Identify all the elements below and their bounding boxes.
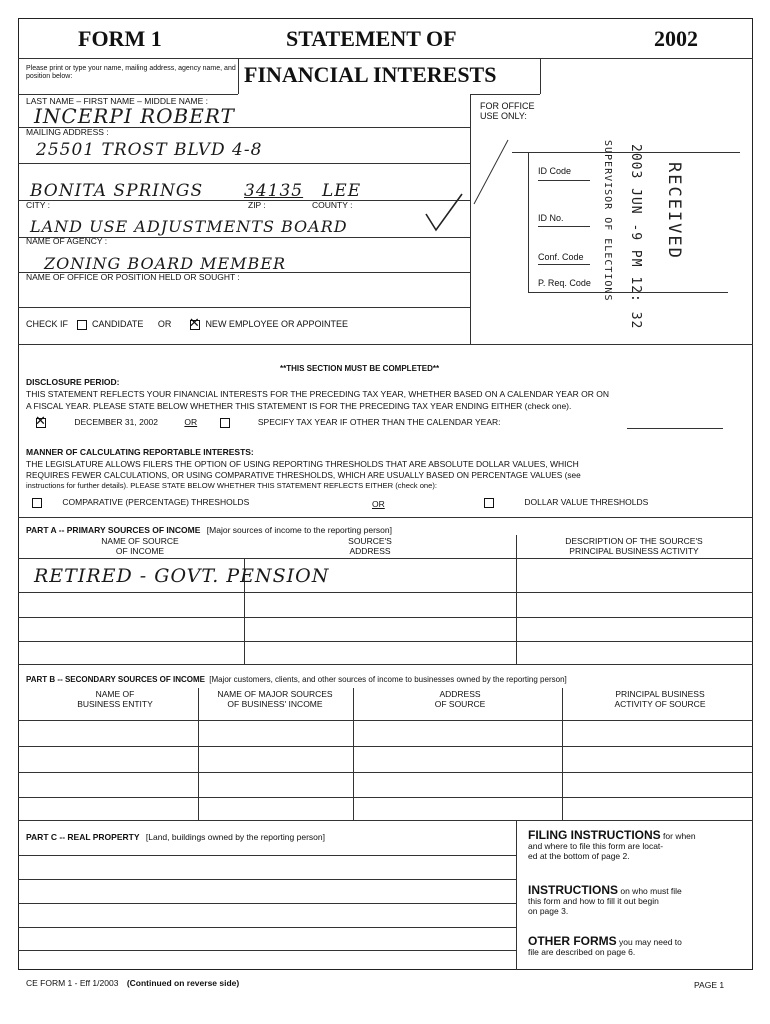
part-c-row-line-4 — [18, 927, 516, 928]
footer-continued: (Continued on reverse side) — [126, 978, 240, 988]
disclosure-period-text2: A FISCAL YEAR. PLEASE STATE BELOW WHETHER THIS STATEMENT IS FOR THE PRECEDING TAX YEAR ENDING EITHER (check one). — [26, 401, 572, 411]
check-if-label: CHECK IF — [26, 319, 69, 329]
position-bottom-line — [18, 307, 470, 308]
zip-value[interactable]: 34135 — [244, 181, 304, 201]
filing-instructions-block — [528, 830, 746, 861]
manner-text3: instructions for further details). PLEASE STATE BELOW WHETHER THIS STATEMENT REFLECTS EITHER (check one): — [26, 481, 438, 490]
part-c-header — [26, 832, 325, 842]
part-a-entry[interactable]: RETIRED - GOVT. PENSION — [34, 565, 330, 587]
part-b-row-line-4 — [18, 797, 753, 798]
part-a-subtitle: [Major sources of income to the reporting person] — [206, 525, 392, 535]
filing-instructions-text3: ed at the bottom of page 2. — [528, 851, 630, 861]
part-a-header — [26, 525, 392, 535]
footer-left — [26, 978, 239, 988]
part-a-col-divider-2 — [516, 535, 517, 664]
disclosure-top-line — [18, 344, 753, 345]
part-a-col2-header — [320, 536, 420, 556]
must-complete-note: **THIS SECTION MUST BE COMPLETED** — [280, 364, 440, 373]
id-code-line — [538, 180, 590, 181]
part-a-title: PART A -- PRIMARY SOURCES OF INCOME — [26, 525, 201, 535]
name-value[interactable]: INCERPI ROBERT — [34, 104, 235, 128]
mailing-value[interactable]: 25501 TROST BLVD 4-8 — [36, 140, 263, 160]
statement-title-line1: STATEMENT OF — [286, 26, 457, 51]
part-b-col-divider-2 — [353, 688, 354, 820]
threshold-or: OR — [372, 499, 385, 509]
print-note-bottom — [18, 94, 238, 95]
part-c-row-line-5 — [18, 950, 516, 951]
city-value[interactable]: BONITA SPRINGS — [30, 181, 204, 201]
tax-year-row — [36, 417, 501, 428]
dollar-row — [484, 497, 648, 508]
position-value[interactable]: ZONING BOARD MEMBER — [44, 254, 287, 273]
dec31-checkbox[interactable] — [36, 418, 46, 428]
part-a-col1-line2: OF INCOME — [115, 546, 165, 556]
part-b-col4-header — [580, 689, 740, 709]
position-label: NAME OF OFFICE OR POSITION HELD OR SOUGHT : — [26, 272, 240, 282]
stamp-supervisor: SUPERVISOR OF ELECTIONS — [602, 140, 613, 302]
part-b-col-divider-3 — [562, 688, 563, 820]
part-a-row-line-2 — [18, 592, 753, 593]
part-c-row-line-2 — [18, 879, 516, 880]
part-b-col2-header — [200, 689, 350, 709]
print-note: Please print or type your name, mailing address, agency name, and position below: — [26, 65, 236, 80]
part-a-row-line-1 — [18, 558, 753, 559]
part-c-top-line — [18, 820, 753, 821]
agency-label: NAME OF AGENCY : — [26, 236, 108, 246]
other-forms-text1: you may need to — [616, 937, 682, 947]
city-line — [18, 200, 470, 201]
dollar-label: DOLLAR VALUE THRESHOLDS — [524, 497, 649, 507]
part-b-col4-line2: ACTIVITY OF SOURCE — [614, 699, 706, 709]
mailing-label: MAILING ADDRESS : — [26, 127, 109, 137]
zip-label: ZIP : — [248, 200, 266, 210]
part-c-subtitle: [Land, buildings owned by the reporting person] — [145, 832, 325, 842]
candidate-label: CANDIDATE — [92, 319, 144, 329]
part-b-subtitle: [Major customers, clients, and other sources of income to businesses owned by the reporting person] — [209, 675, 567, 684]
other-forms-block — [528, 936, 746, 957]
part-a-col3-line1: DESCRIPTION OF THE SOURCE'S — [565, 536, 703, 546]
who-must-file-text1: on who must file — [618, 886, 682, 896]
part-a-row-line-3 — [18, 617, 753, 618]
other-forms-heading: OTHER FORMS — [528, 934, 617, 948]
part-b-row-line-3 — [18, 772, 753, 773]
filing-instructions-heading: FILING INSTRUCTIONS — [528, 828, 661, 842]
id-code-label: ID Code — [538, 166, 572, 176]
specify-tax-year-line — [627, 428, 723, 429]
id-no-label: ID No. — [538, 213, 564, 223]
threshold-row — [32, 497, 249, 508]
conf-code-label: Conf. Code — [538, 252, 584, 262]
part-b-row-line-1 — [18, 720, 753, 721]
part-c-row-line-3 — [18, 903, 516, 904]
part-b-col4-line1: PRINCIPAL BUSINESS — [615, 689, 705, 699]
comparative-label: COMPARATIVE (PERCENTAGE) THRESHOLDS — [62, 497, 250, 507]
form-year: 2002 — [654, 26, 698, 51]
part-b-col1-line2: BUSINESS ENTITY — [77, 699, 153, 709]
part-a-top-line — [18, 517, 753, 518]
part-a-row-line-4 — [18, 641, 753, 642]
part-a-col2-line1: SOURCE'S — [348, 536, 392, 546]
part-a-col1-line1: NAME OF SOURCE — [101, 536, 179, 546]
dec31-label: DECEMBER 31, 2002 — [74, 417, 158, 427]
filing-instructions-text1: for when — [660, 831, 696, 841]
office-use-title-line1: FOR OFFICE — [480, 101, 535, 111]
part-c-title: PART C -- REAL PROPERTY — [26, 832, 140, 842]
who-must-file-text3: on page 3. — [528, 906, 569, 916]
office-use-title-line2: USE ONLY: — [480, 111, 527, 121]
part-b-col3-line1: ADDRESS — [439, 689, 481, 699]
id-no-line — [538, 226, 590, 227]
county-label: COUNTY : — [312, 200, 353, 210]
part-b-top-line — [18, 664, 753, 665]
agency-value[interactable]: LAND USE ADJUSTMENTS BOARD — [30, 217, 348, 236]
part-b-title: PART B -- SECONDARY SOURCES OF INCOME — [26, 675, 205, 684]
who-must-file-block — [528, 885, 746, 916]
mailing-line — [18, 163, 470, 164]
other-tax-year-checkbox[interactable] — [220, 418, 230, 428]
manner-text2: REQUIRES FEWER CALCULATIONS, OR USING COMPARATIVE THRESHOLDS, WHICH ARE USUALLY BASED ON PERCENTAGE VALUES (see — [26, 470, 581, 480]
candidate-checkbox[interactable] — [77, 320, 87, 330]
filing-instructions-text2: and where to file this form are locat- — [528, 841, 664, 851]
footer-form-id: CE FORM 1 - Eff 1/2003 — [26, 978, 119, 988]
part-b-col1-line1: NAME OF — [95, 689, 135, 699]
part-b-col1-header — [40, 689, 190, 709]
p-req-code-label: P. Req. Code — [538, 278, 591, 288]
statement-title-line2: FINANCIAL INTERESTS — [244, 62, 497, 87]
county-value[interactable]: LEE — [322, 181, 362, 201]
form-number-title: FORM 1 — [78, 26, 162, 51]
part-a-col1-header — [70, 536, 210, 556]
part-b-col2-line2: OF BUSINESS' INCOME — [227, 699, 323, 709]
checkmark-icon — [422, 190, 466, 234]
part-b-header — [26, 675, 567, 684]
part-b-col3-line2: OF SOURCE — [434, 699, 486, 709]
manner-text1: THE LEGISLATURE ALLOWS FILERS THE OPTION OF USING REPORTING THRESHOLDS THAT ARE ABSOLUTE DOLLAR VALUES, WHICH — [26, 459, 579, 469]
name-label: LAST NAME – FIRST NAME – MIDDLE NAME : — [26, 96, 209, 106]
who-must-file-heading: INSTRUCTIONS — [528, 883, 618, 897]
manner-title: MANNER OF CALCULATING REPORTABLE INTERESTS: — [26, 447, 254, 457]
office-stamp-left-line — [528, 152, 529, 292]
city-label: CITY : — [26, 200, 50, 210]
comparative-checkbox[interactable] — [32, 498, 42, 508]
office-stamp-top-line — [512, 152, 740, 153]
footer-page-number: PAGE 1 — [694, 980, 725, 990]
new-employee-checkbox[interactable] — [190, 320, 200, 330]
office-use-title — [480, 101, 535, 121]
part-b-col2-line1: NAME OF MAJOR SOURCES — [217, 689, 333, 699]
specify-tax-year-label: SPECIFY TAX YEAR IF OTHER THAN THE CALENDAR YEAR: — [257, 417, 501, 427]
part-c-row-line-1 — [18, 855, 516, 856]
dollar-checkbox[interactable] — [484, 498, 494, 508]
title-box-left — [238, 58, 239, 94]
office-use-slash — [470, 138, 510, 208]
check-if-row — [26, 319, 348, 330]
stamp-received: RECEIVED — [664, 162, 684, 260]
stamp-date: 2003 JUN -9 PM 12: 32 — [628, 144, 643, 330]
disclosure-period-text1: THIS STATEMENT REFLECTS YOUR FINANCIAL INTERESTS FOR THE PRECEDING TAX YEAR, WHETHER BASED ON A CALENDAR YEAR OR ON — [26, 389, 609, 399]
part-c-instructions-divider — [516, 820, 517, 970]
part-a-col3-line2: PRINCIPAL BUSINESS ACTIVITY — [569, 546, 699, 556]
header-divider-right — [540, 58, 753, 59]
disclosure-period-title: DISCLOSURE PERIOD: — [26, 377, 120, 387]
other-forms-text2: file are described on page 6. — [528, 947, 636, 957]
new-employee-label: NEW EMPLOYEE OR APPOINTEE — [205, 319, 348, 329]
or-label: OR — [157, 319, 172, 329]
office-use-divider — [470, 94, 471, 344]
title-box-right — [540, 58, 541, 94]
who-must-file-text2: this form and how to fill it out begin — [528, 896, 659, 906]
conf-code-line — [538, 264, 590, 265]
part-b-col-divider-1 — [198, 688, 199, 820]
tax-year-or: OR — [184, 417, 198, 427]
part-a-col3-header — [524, 536, 744, 556]
part-b-col3-header — [400, 689, 520, 709]
title-box-bottom-right — [470, 94, 540, 95]
part-a-col2-line2: ADDRESS — [349, 546, 391, 556]
part-b-row-line-2 — [18, 746, 753, 747]
